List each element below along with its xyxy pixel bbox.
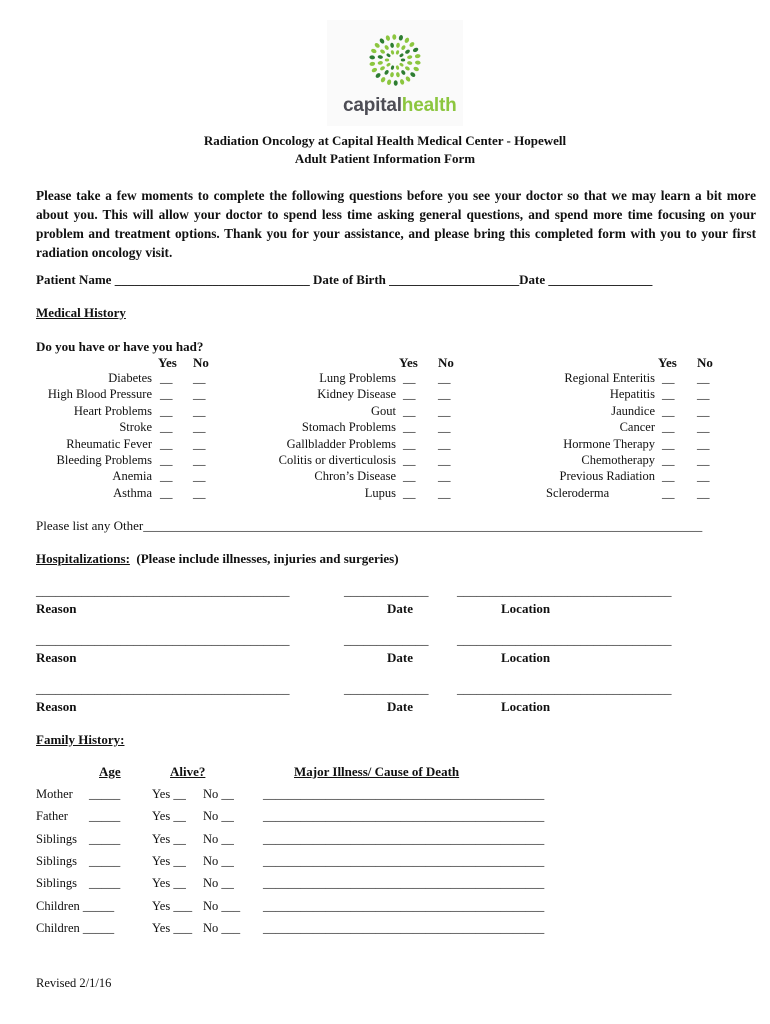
logo-leaf (399, 53, 404, 58)
condition-yes-blank[interactable]: __ (160, 387, 173, 402)
family-illness-field[interactable]: _____________________________________________ (263, 876, 545, 891)
logo-leaf (379, 38, 385, 45)
col2-no-header: No (438, 355, 454, 370)
condition-no-blank[interactable]: __ (697, 403, 710, 418)
family-alive-header: Alive? (170, 764, 206, 779)
logo-leaf (396, 42, 401, 48)
condition-label: Bleeding Problems (56, 453, 152, 467)
condition-no-blank[interactable]: __ (697, 420, 710, 435)
family-history-heading: Family History: (36, 732, 125, 747)
condition-no-blank[interactable]: __ (193, 453, 206, 467)
condition-yes-blank[interactable]: __ (160, 371, 173, 385)
logo-leaf (415, 54, 421, 59)
patient-info-line (36, 272, 652, 288)
family-alive-no[interactable]: No __ (203, 853, 234, 868)
family-illness-header: Major Illness/ Cause of Death (294, 764, 460, 779)
logo-leaf (386, 79, 391, 85)
condition-label: Asthma (113, 485, 152, 500)
condition-yes-blank[interactable]: __ (662, 403, 675, 418)
col2-yes-header: Yes (399, 355, 418, 370)
logo-leaf (392, 34, 396, 40)
family-alive-no[interactable]: No __ (203, 809, 234, 824)
hospitalization-reason-field[interactable]: _______________________________________ (36, 632, 290, 647)
logo-leaf (408, 41, 415, 48)
logo-leaf (407, 55, 413, 60)
family-relation-label: Mother (36, 787, 73, 801)
family-alive-no[interactable]: No ___ (203, 920, 241, 935)
capital-health-logo-icon (360, 28, 430, 94)
condition-label: Stroke (119, 420, 152, 435)
condition-no-blank[interactable]: __ (193, 403, 206, 418)
condition-yes-blank[interactable]: __ (160, 469, 173, 484)
logo-leaf (399, 62, 404, 67)
condition-label: Cancer (619, 420, 655, 435)
logo-leaf (384, 69, 390, 75)
logo-leaf (395, 65, 399, 70)
logo-leaf (396, 72, 401, 78)
family-age-field[interactable]: _____ (89, 831, 121, 846)
condition-no-blank[interactable]: __ (697, 387, 710, 402)
condition-label: Previous Radiation (559, 469, 655, 484)
logo-leaf (401, 59, 405, 62)
condition-no-blank[interactable]: __ (438, 469, 451, 484)
condition-no-blank[interactable]: __ (438, 403, 451, 418)
logo-leaf (374, 42, 381, 49)
condition-yes-blank[interactable]: __ (662, 387, 675, 402)
col1-no-header: No (193, 355, 209, 370)
logo-leaf (395, 50, 399, 55)
logo-leaf (409, 71, 416, 78)
logo-leaf (400, 69, 406, 75)
hospitalization-reason-label: Reason (36, 650, 77, 665)
condition-no-blank[interactable]: __ (697, 436, 710, 451)
condition-yes-blank[interactable]: __ (403, 485, 416, 500)
condition-label: Diabetes (108, 371, 152, 385)
condition-no-blank[interactable]: __ (193, 469, 206, 484)
logo-leaf (369, 55, 375, 60)
logo-leaf (370, 48, 377, 54)
hospitalization-date-label: Date (387, 601, 413, 616)
condition-no-blank[interactable]: __ (438, 420, 451, 435)
condition-label: Anemia (112, 469, 152, 484)
hospitalization-reason-field[interactable]: _______________________________________ (36, 681, 290, 696)
condition-label: Regional Enteritis (564, 371, 655, 385)
condition-label: Hormone Therapy (563, 436, 655, 451)
family-illness-field[interactable]: _____________________________________________ (263, 787, 545, 801)
family-relation-label: Children _____ (36, 898, 115, 913)
condition-yes-blank[interactable]: __ (662, 420, 675, 435)
dob-field[interactable]: ____________________ (389, 272, 520, 287)
logo-leaf (386, 53, 391, 58)
family-relation-label: Siblings (36, 831, 77, 846)
logo-leaf (390, 72, 395, 78)
condition-yes-blank[interactable]: __ (403, 387, 416, 402)
logo-leaf (385, 59, 389, 62)
family-illness-field[interactable]: _____________________________________________ (263, 809, 545, 824)
other-label: Please list any Other (36, 518, 144, 533)
condition-label: Kidney Disease (317, 387, 396, 402)
condition-yes-blank[interactable]: __ (662, 485, 675, 500)
condition-yes-blank[interactable]: __ (662, 436, 675, 451)
hospitalization-location-label: Location (501, 650, 551, 665)
family-relation-label: Siblings (36, 876, 77, 891)
family-age-field[interactable]: _____ (89, 809, 121, 824)
family-illness-field[interactable]: _____________________________________________ (263, 898, 545, 913)
family-age-header: Age (99, 764, 121, 779)
condition-no-blank[interactable]: __ (697, 371, 710, 385)
condition-yes-blank[interactable]: __ (160, 420, 173, 435)
medical-history-question: Do you have or have you had? (36, 339, 204, 354)
family-alive-yes[interactable]: Yes __ (152, 809, 186, 824)
condition-label: Chron’s Disease (314, 469, 396, 484)
logo-leaf (379, 65, 385, 71)
hospitalization-reason-label: Reason (36, 601, 77, 616)
condition-yes-blank[interactable]: __ (160, 453, 173, 467)
family-relation-label: Children _____ (36, 920, 115, 935)
family-relation-label: Siblings (36, 853, 77, 868)
condition-no-blank[interactable]: __ (193, 420, 206, 435)
patient-name-label: Patient Name (36, 272, 112, 287)
logo-leaf (386, 62, 391, 67)
logo-leaf (369, 61, 375, 66)
hospitalization-date-field[interactable]: _____________ (344, 681, 429, 696)
logo-leaf (379, 49, 385, 55)
form-title: Radiation Oncology at Capital Health Medical Center - Hopewell (203, 133, 567, 148)
condition-label: Gout (371, 403, 396, 418)
family-relation-label: Father (36, 809, 68, 824)
other-field[interactable]: ______________________________________________________________________________________ (143, 518, 703, 533)
hospitalization-date-field[interactable]: _____________ (344, 583, 429, 598)
hospitalization-location-field[interactable]: _________________________________ (457, 583, 672, 598)
hospitalization-location-label: Location (501, 601, 551, 616)
condition-yes-blank[interactable]: __ (160, 436, 173, 451)
family-alive-no[interactable]: No __ (203, 876, 234, 891)
logo-wordmark: capitalhealth (343, 95, 457, 116)
condition-label: Lupus (364, 485, 396, 500)
date-field[interactable]: ________________ (548, 272, 653, 287)
logo-leaf (394, 80, 398, 86)
condition-yes-blank[interactable]: __ (160, 485, 173, 500)
condition-label: Stomach Problems (301, 420, 396, 435)
hospitalization-location-field[interactable]: _________________________________ (457, 632, 672, 647)
other-conditions-line (36, 518, 702, 534)
condition-no-blank[interactable]: __ (438, 453, 451, 467)
condition-no-blank[interactable]: __ (697, 485, 710, 500)
condition-yes-blank[interactable]: __ (403, 453, 416, 467)
condition-no-blank[interactable]: __ (193, 436, 206, 451)
condition-yes-blank[interactable]: __ (403, 469, 416, 484)
condition-label: Colitis or diverticulosis (278, 453, 396, 467)
logo-leaf (399, 79, 405, 86)
family-alive-no[interactable]: No __ (203, 787, 234, 801)
form-subtitle: Adult Patient Information Form (294, 151, 476, 166)
condition-yes-blank[interactable]: __ (160, 403, 173, 418)
condition-no-blank[interactable]: __ (193, 485, 206, 500)
condition-yes-blank[interactable]: __ (403, 371, 416, 385)
date-label: Date (519, 272, 546, 287)
hospitalization-reason-label: Reason (36, 699, 77, 714)
condition-yes-blank[interactable]: __ (403, 420, 416, 435)
logo-leaf (377, 55, 383, 60)
family-age-field[interactable]: _____ (89, 787, 121, 801)
condition-no-blank[interactable]: __ (193, 387, 206, 402)
family-alive-yes[interactable]: Yes ___ (152, 920, 193, 935)
family-age-field[interactable]: _____ (89, 853, 121, 868)
hospitalizations-note: (Please include illnesses, injuries and surgeries) (136, 551, 399, 566)
family-alive-yes[interactable]: Yes __ (152, 787, 186, 801)
family-illness-field[interactable]: _____________________________________________ (263, 831, 545, 846)
logo-leaf (400, 44, 406, 50)
logo-leaf (384, 44, 390, 50)
condition-no-blank[interactable]: __ (438, 436, 451, 451)
logo-leaf (404, 65, 410, 71)
logo-leaf (390, 42, 395, 48)
family-alive-yes[interactable]: Yes ___ (152, 898, 193, 913)
condition-label: Heart Problems (73, 403, 152, 418)
condition-yes-blank[interactable]: __ (403, 403, 416, 418)
logo-leaf (405, 76, 411, 83)
condition-label: Chemotherapy (581, 453, 655, 467)
condition-yes-blank[interactable]: __ (662, 371, 675, 385)
condition-no-blank[interactable]: __ (193, 371, 206, 385)
logo-leaf (380, 76, 386, 83)
family-age-field[interactable]: _____ (89, 876, 121, 891)
logo-leaf (413, 66, 420, 72)
condition-yes-blank[interactable]: __ (403, 436, 416, 451)
logo-leaf (390, 50, 394, 55)
family-alive-yes[interactable]: Yes __ (152, 853, 186, 868)
condition-yes-blank[interactable]: __ (662, 469, 675, 484)
condition-no-blank[interactable]: __ (438, 485, 451, 500)
family-alive-yes[interactable]: Yes __ (152, 876, 186, 891)
hospitalizations-heading-line (36, 551, 399, 567)
revised-date: Revised 2/1/16 (36, 976, 112, 990)
col3-yes-header: Yes (658, 355, 677, 370)
hospitalization-location-field[interactable]: _________________________________ (457, 681, 672, 696)
hospitalization-date-label: Date (387, 650, 413, 665)
family-illness-field[interactable]: _____________________________________________ (263, 920, 545, 935)
family-alive-yes[interactable]: Yes __ (152, 831, 186, 846)
condition-label: Scleroderma (546, 485, 610, 500)
logo-leaf (415, 60, 421, 65)
hospitalization-date-label: Date (387, 699, 413, 714)
family-illness-field[interactable]: _____________________________________________ (263, 853, 545, 868)
condition-label: Rheumatic Fever (66, 436, 152, 451)
condition-no-blank[interactable]: __ (438, 387, 451, 402)
condition-label: Lung Problems (319, 371, 396, 385)
patient-name-field[interactable]: ______________________________ (114, 272, 310, 287)
hospitalizations-heading: Hospitalizations: (36, 551, 130, 566)
family-alive-no[interactable]: No __ (203, 831, 234, 846)
condition-no-blank[interactable]: __ (697, 453, 710, 467)
condition-label: High Blood Pressure (47, 387, 152, 402)
logo-leaf (377, 61, 383, 66)
dob-label: Date of Birth (312, 272, 386, 287)
logo-leaf (407, 61, 413, 66)
condition-label: Jaundice (611, 403, 655, 418)
logo-leaf (404, 37, 410, 44)
logo-leaf (404, 49, 410, 55)
condition-no-blank[interactable]: __ (697, 469, 710, 484)
intro-paragraph: Please take a few moments to complete the following questions before you see your doctor so that we may learn a bit more about you. This will allow your doctor to spend less time asking general questions, and spend more time focusing on your problem and treatment options. Thank you for your assistance, and please bring this completed form with you to your first radiation oncology visit. (36, 188, 756, 260)
logo-leaf (390, 65, 394, 70)
logo-leaf (398, 35, 403, 41)
logo-leaf (375, 72, 382, 79)
family-alive-no[interactable]: No ___ (203, 898, 241, 913)
hospitalization-location-label: Location (501, 699, 551, 714)
condition-yes-blank[interactable]: __ (662, 453, 675, 467)
condition-label: Hepatitis (609, 387, 655, 402)
condition-no-blank[interactable]: __ (438, 371, 451, 385)
logo-leaf (385, 35, 391, 42)
logo-leaf (412, 47, 419, 53)
col3-no-header: No (697, 355, 713, 370)
hospitalization-reason-field[interactable]: _______________________________________ (36, 583, 290, 598)
hospitalization-date-field[interactable]: _____________ (344, 632, 429, 647)
col1-yes-header: Yes (158, 355, 177, 370)
medical-history-heading: Medical History (36, 305, 126, 320)
condition-label: Gallbladder Problems (286, 436, 396, 451)
logo-leaf (371, 67, 378, 73)
